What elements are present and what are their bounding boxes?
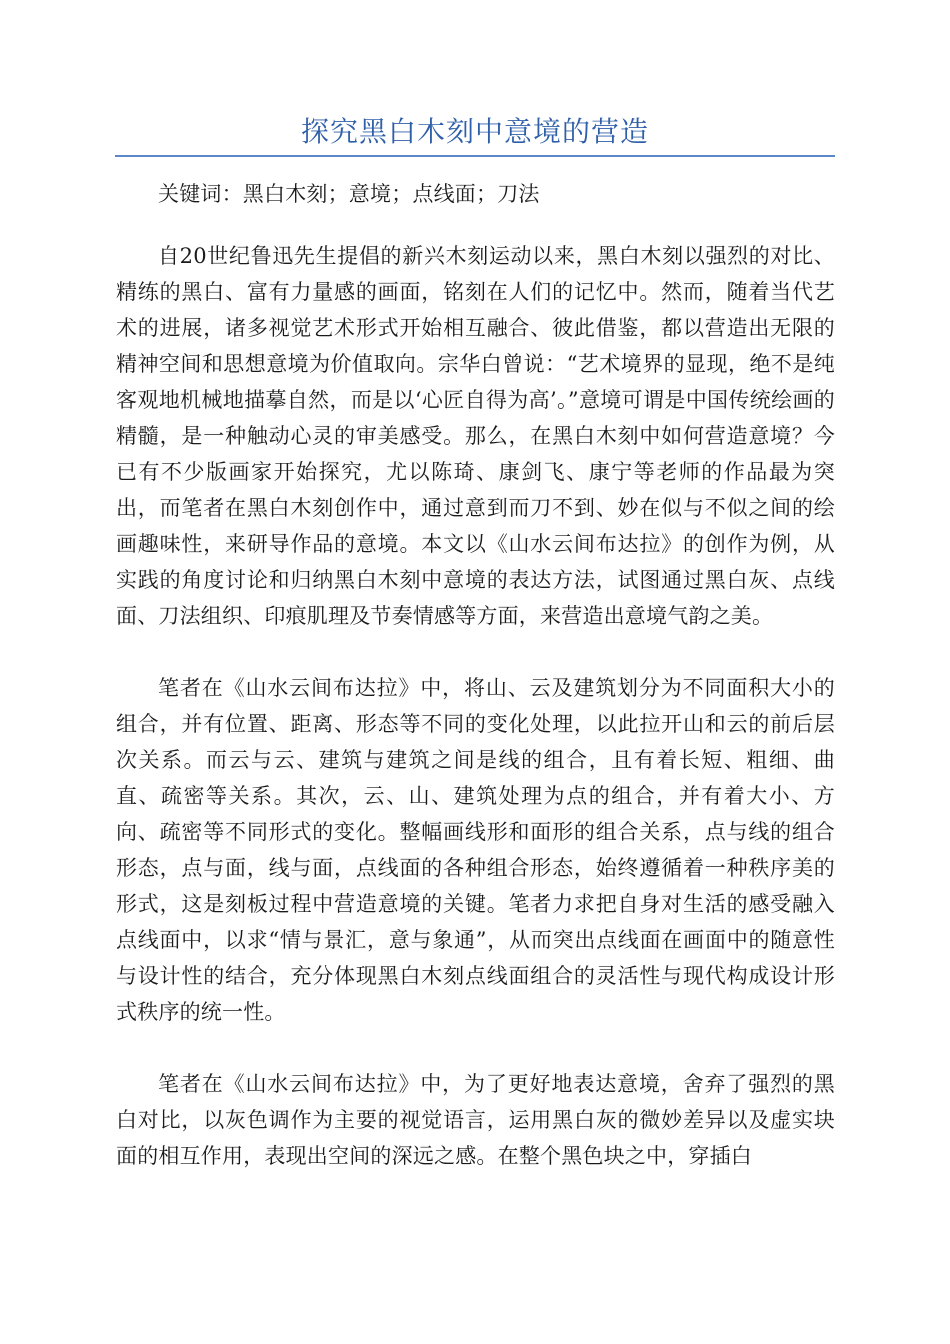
body-paragraph-2: 笔者在《山水云间布达拉》中，将山、云及建筑划分为不同面积大小的组合，并有位置、距离、形态等不同的变化处理，以此拉开山和云的前后层次关系。而云与云、建筑与建筑之间是线的组合，且有着长短、粗细、曲直、疏密等关系。其次，云、山、建筑处理为点的组合，并有着大小、方向、疏密等不同形式的变化。整幅画线形和面形的组合关系，点与线的组合形态，点与面，线与面，点线面的各种组合形态，始终遵循着一种秩序美的形式，这是刻板过程中营造意境的关键。笔者力求把自身对生活的感受融入点线面中，以求“情与景汇，意与象通”，从而突出点线面在画面中的随意性与设计性的结合，充分体现黑白木刻点线面组合的灵活性与现代构成设计形式秩序的统一性。 <box>116 676 835 1024</box>
keywords-line: 关键词：黑白木刻；意境；点线面；刀法 <box>158 182 540 206</box>
document-title: 探究黑白木刻中意境的营造 <box>300 115 649 148</box>
title-underline-rule <box>115 155 835 157</box>
title-block <box>115 112 835 157</box>
body-paragraph-3: 笔者在《山水云间布达拉》中，为了更好地表达意境，舍弃了强烈的黑白对比，以灰色调作为主要的视觉语言，运用黑白灰的微妙差异以及虚实块面的相互作用，表现出空间的深远之感。在整个黑色块之中，穿插白 <box>116 1072 835 1168</box>
document-body <box>116 176 835 1174</box>
body-paragraph-1: 自20世纪鲁迅先生提倡的新兴木刻运动以来，黑白木刻以强烈的对比、精练的黑白、富有力量感的画面，铭刻在人们的记忆中。然而，随着当代艺术的进展，诸多视觉艺术形式开始相互融合、彼此借鉴，都以营造出无限的精神空间和思想意境为价值取向。宗华白曾说：“艺术境界的显现，绝不是纯客观地机械地描摹自然，而是以‘心匠自得为高’。”意境可谓是中国传统绘画的精髓，是一种触动心灵的审美感受。那么，在黑白木刻中如何营造意境？今已有不少版画家开始探究，尤以陈琦、康剑飞、康宁等老师的作品最为突出，而笔者在黑白木刻创作中，通过意到而刀不到、妙在似与不似之间的绘画趣味性，来研导作品的意境。本文以《山水云间布达拉》的创作为例，从实践的角度讨论和归纳黑白木刻中意境的表达方法，试图通过黑白灰、点线面、刀法组织、印痕肌理及节奏情感等方面，来营造出意境气韵之美。 <box>116 244 835 628</box>
